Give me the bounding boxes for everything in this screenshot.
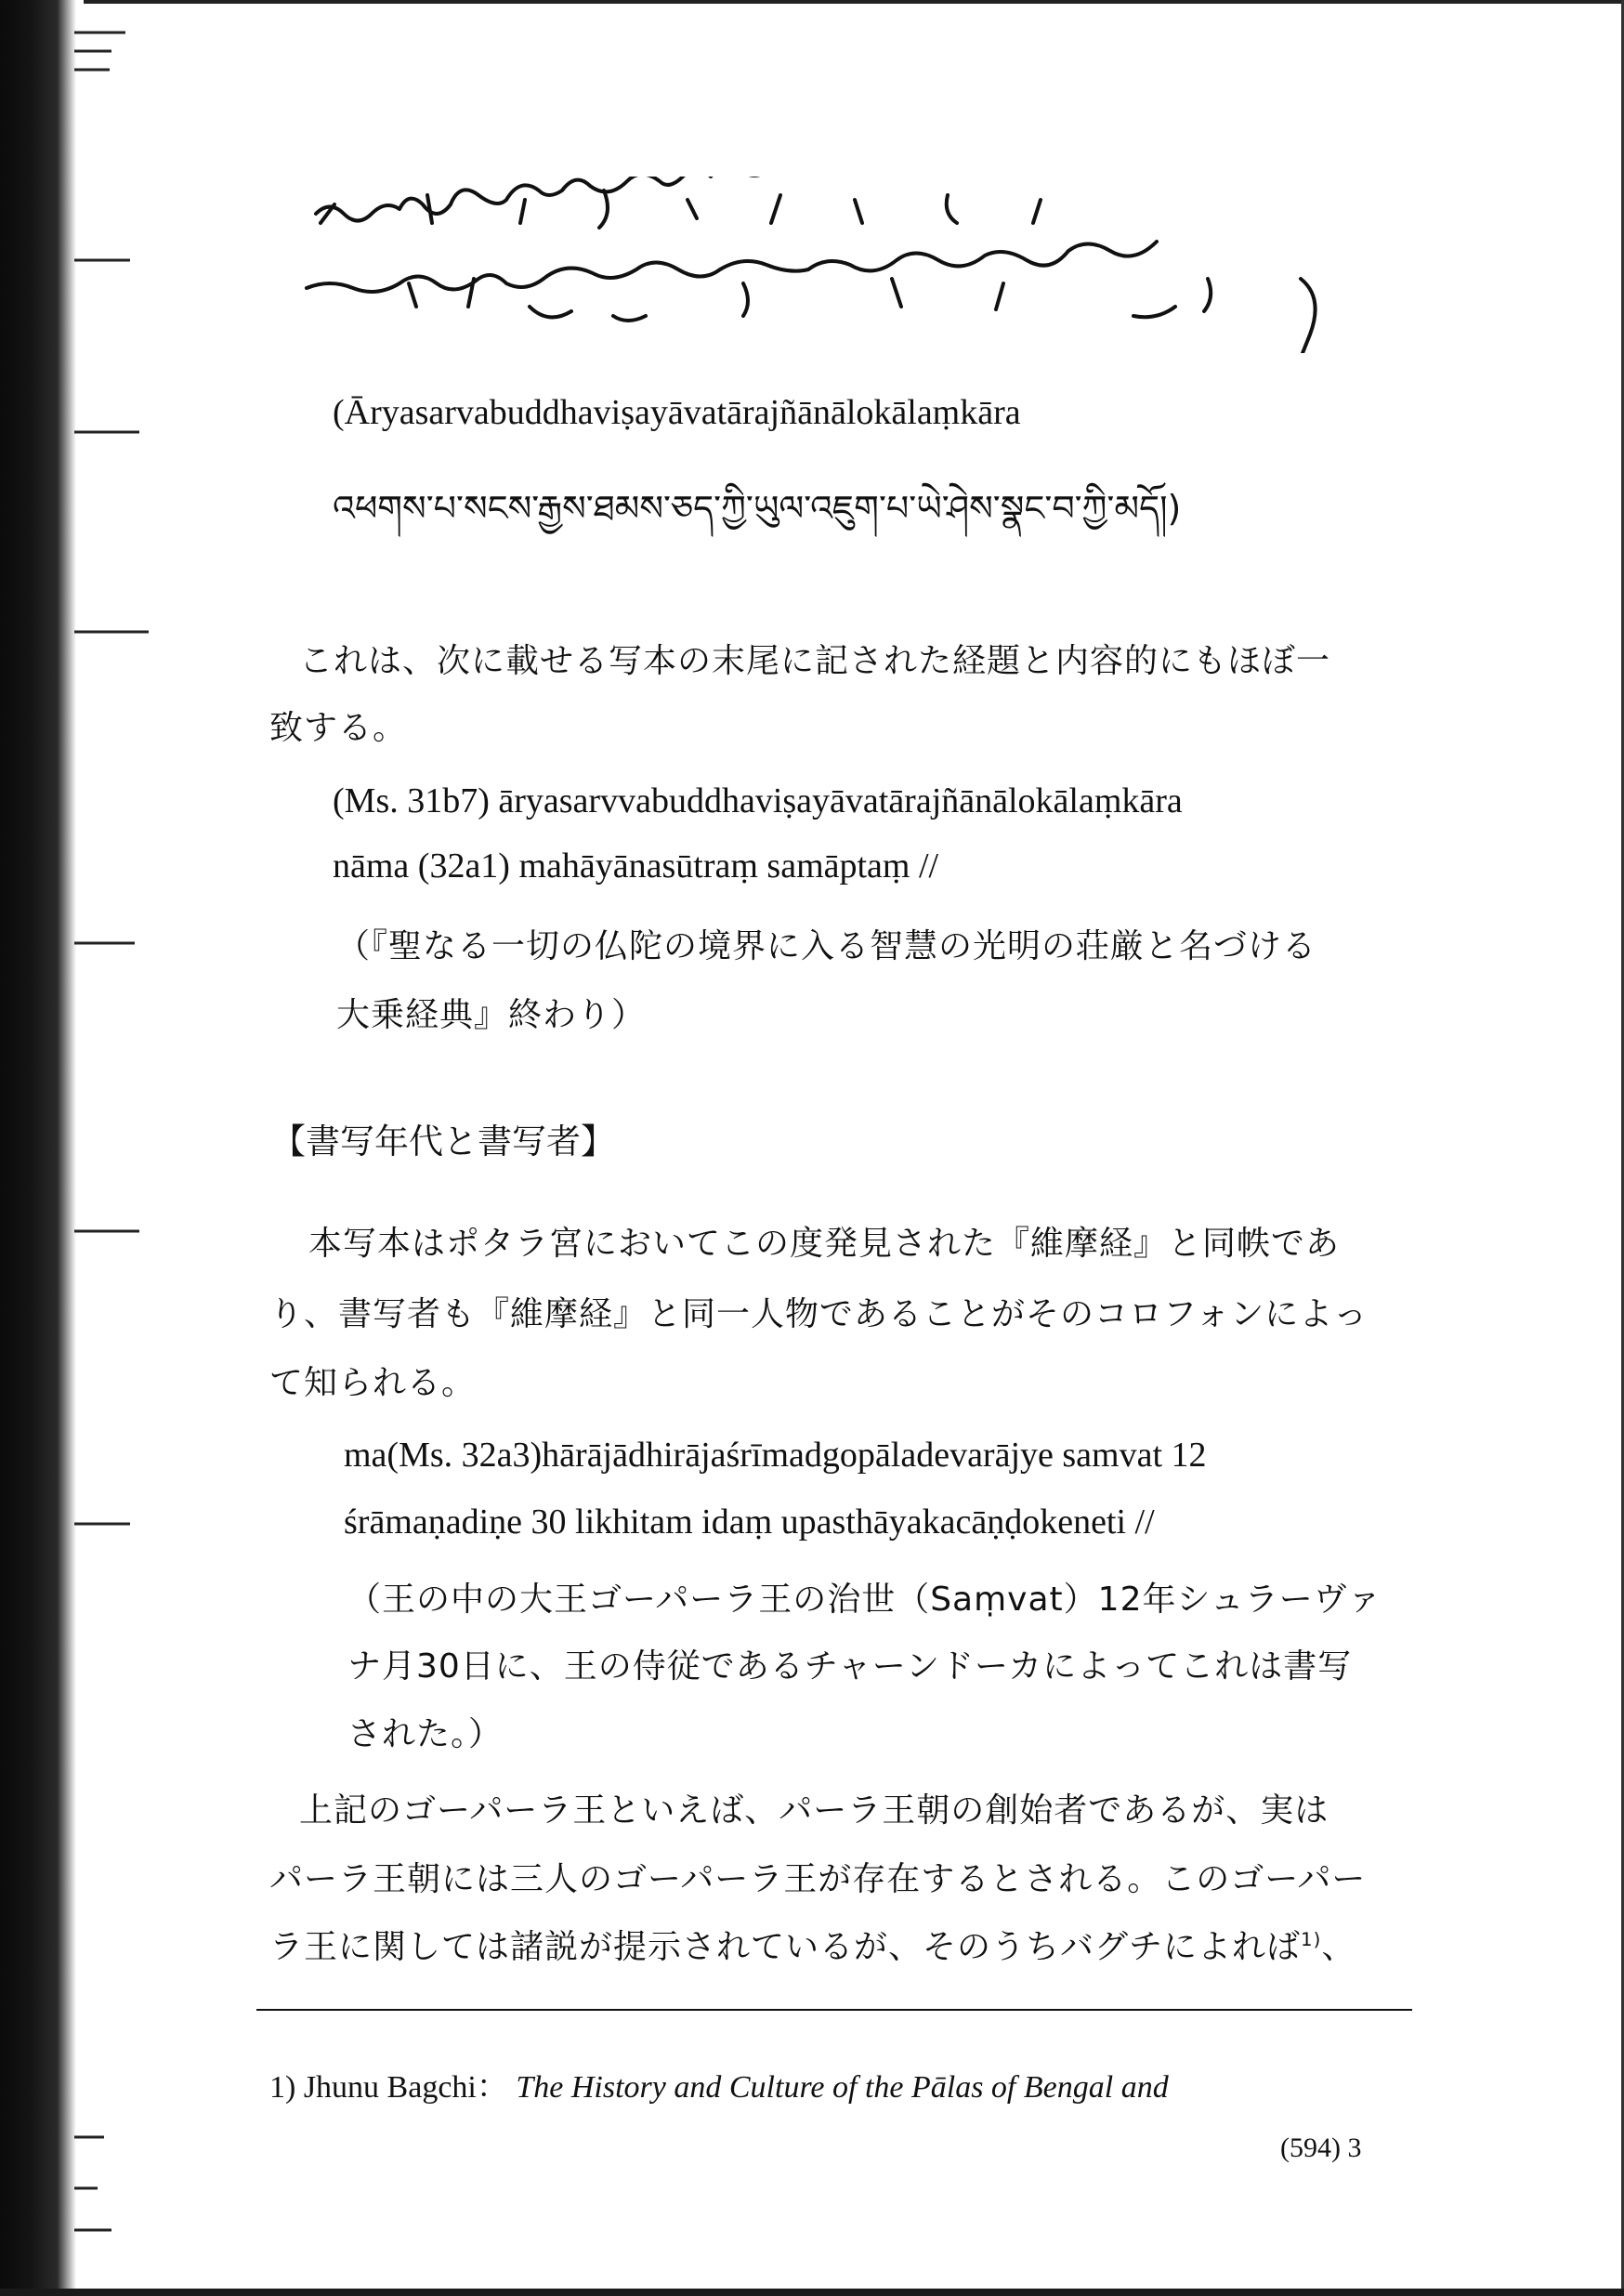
quote1-translation-line2: 大乗経典』終わり） xyxy=(336,996,647,1034)
para3-line1: 上記のゴーパーラ王といえば、パーラ王朝の創始者であるが、実は xyxy=(299,1791,1329,1830)
scan-binding-edge xyxy=(0,0,76,2296)
title-tibetan: འཕགས་པ་སངས་རྒྱས་ཐམས་ཅད་ཀྱི་ཡུལ་འཇུག་པ་ཡེ་ཤེས་སྣང་བ་ཀྱི་མདོ།) xyxy=(333,488,1182,529)
para3-line3-text: ラ王に関しては諸説が提示されているが、そのうちバグチによれば xyxy=(269,1928,1302,1966)
quote2-line2: śrāmaṇadiṇe 30 likhitam idaṃ upasthāyakacāṇḍokeneti // xyxy=(344,1502,1155,1542)
para1-line1: これは、次に載せる写本の末尾に記された経題と内容的にもほぼ一 xyxy=(299,642,1331,680)
para3-line3 xyxy=(269,1921,1356,1968)
para3-line3-end: 、 xyxy=(1321,1928,1356,1966)
quote2-translation-line2: ナ月30日に、王の侍従であるチャーンドーカによってこれは書写 xyxy=(347,1647,1353,1686)
original-page-number: (594) xyxy=(1280,2132,1341,2163)
title-sanskrit: (Āryasarvabuddhaviṣayāvatārajñānālokālaṃkāra xyxy=(333,393,1021,432)
scan-top-edge xyxy=(84,0,1624,4)
para1-line2: 致する。 xyxy=(269,709,408,747)
section-heading: 【書写年代と書写者】 xyxy=(271,1122,615,1161)
quote2-line1: ma(Ms. 32a3)hārājādhirājaśrīmadgopāladevarājye samvat 12 xyxy=(344,1436,1207,1475)
para2-line1: 本写本はポタラ宮においてこの度発見された『維摩経』と同帙であ xyxy=(308,1225,1341,1263)
handwritten-tibetan-colophon-image xyxy=(297,177,1394,353)
current-page-number: 3 xyxy=(1347,2132,1362,2163)
para2-line3: て知られる。 xyxy=(269,1364,477,1402)
footnote-reference: 1) xyxy=(1301,1929,1322,1950)
quote1-translation-line1: （『聖なる一切の仏陀の境界に入る智慧の光明の荘厳と名づける xyxy=(336,927,1317,965)
footnote-title: The History and Culture of the Pālas of Bengal and xyxy=(516,2070,1169,2105)
footnote xyxy=(269,2061,1169,2106)
para3-line2: パーラ王朝には三人のゴーパーラ王が存在するとされる。このゴーパー xyxy=(269,1860,1367,1898)
scan-bottom-edge xyxy=(0,2289,1624,2296)
quote2-translation-line3: された。） xyxy=(347,1715,504,1753)
footnote-author: Jhunu Bagchi： xyxy=(303,2070,508,2105)
para2-line2: り、書写者も『維摩経』と同一人物であることがそのコロフォンによっ xyxy=(269,1295,1369,1333)
quote1-line1: (Ms. 31b7) āryasarvvabuddhaviṣayāvatārajñānālokālaṃkāra xyxy=(333,781,1183,820)
quote2-translation-line1: （王の中の大王ゴーパーラ王の治世（Saṃvat）12年シュラーヴァ xyxy=(347,1581,1382,1619)
quote1-line2: nāma (32a1) mahāyānasūtraṃ samāptaṃ // xyxy=(333,846,939,886)
footnote-divider xyxy=(256,2009,1412,2011)
page-number xyxy=(1280,2132,1361,2164)
footnote-number: 1) xyxy=(269,2070,296,2105)
